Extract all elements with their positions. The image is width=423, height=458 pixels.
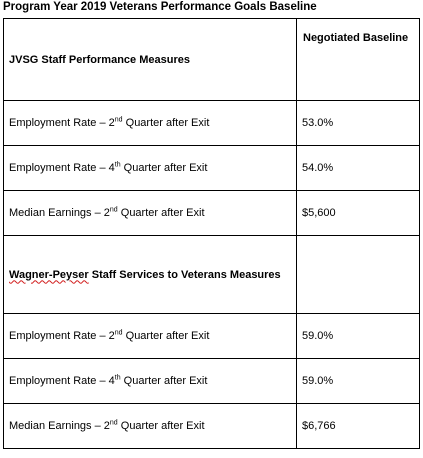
table-row: [4, 101, 420, 146]
document-title: Program Year 2019 Veterans Performance Goals Baseline: [3, 1, 317, 13]
section-heading-wagner-peyser: Wagner-Peyser Staff Services to Veterans Measures: [4, 236, 297, 314]
column-header-negotiated-baseline: Negotiated Baseline: [297, 19, 420, 101]
measure-cell: Employment Rate – 2nd Quarter after Exit: [4, 101, 297, 146]
table-row: [4, 146, 420, 191]
measure-cell: Employment Rate – 4th Quarter after Exit: [4, 359, 297, 404]
measure-cell: Employment Rate – 4th Quarter after Exit: [4, 146, 297, 191]
table-row: [4, 359, 420, 404]
table-header-row: [4, 19, 420, 101]
table-row: [4, 191, 420, 236]
measure-cell: Employment Rate – 2nd Quarter after Exit: [4, 314, 297, 359]
baseline-value-cell: $6,766: [297, 404, 420, 449]
section-heading-row: [4, 236, 420, 314]
baseline-value-cell: 59.0%: [297, 359, 420, 404]
baseline-value-cell: 54.0%: [297, 146, 420, 191]
table-row: [4, 404, 420, 449]
table-row: [4, 314, 420, 359]
section-heading-jvsg: JVSG Staff Performance Measures: [4, 19, 297, 101]
performance-goals-table: [3, 18, 420, 449]
baseline-value-cell: 53.0%: [297, 101, 420, 146]
empty-cell: [297, 236, 420, 314]
spellcheck-underline: Wagner-Peyser: [9, 268, 89, 281]
baseline-value-cell: $5,600: [297, 191, 420, 236]
baseline-value-cell: 59.0%: [297, 314, 420, 359]
measure-cell: Median Earnings – 2nd Quarter after Exit: [4, 404, 297, 449]
measure-cell: Median Earnings – 2nd Quarter after Exit: [4, 191, 297, 236]
